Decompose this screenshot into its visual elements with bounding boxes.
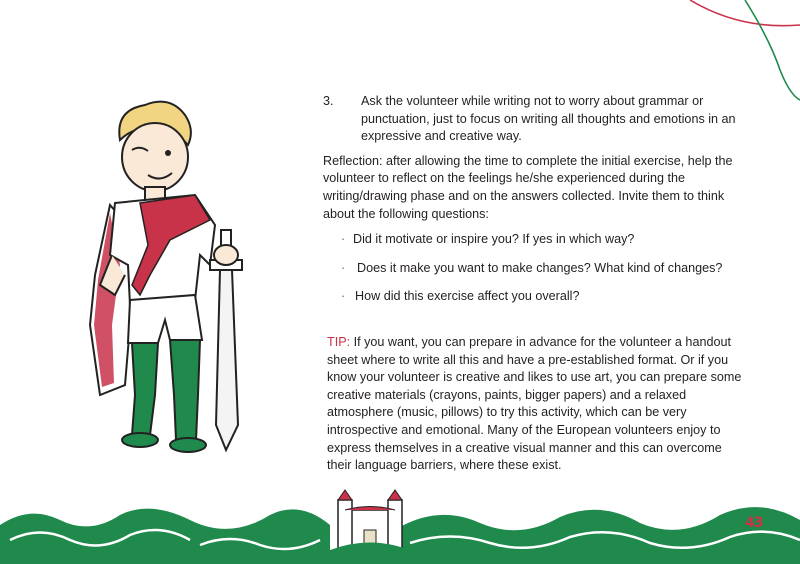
question-list: [323, 231, 743, 306]
bullet-icon: ·: [341, 289, 346, 304]
question-item: [323, 231, 743, 249]
tip-label: TIP:: [327, 334, 351, 349]
question-text: Did it motivate or inspire you? If yes in which way?: [353, 232, 635, 247]
main-text: [323, 93, 743, 487]
question-item: [323, 260, 743, 278]
item-text: Ask the volunteer while writing not to worry about grammar or punctuation, just to focus on writing all thoughts and emotions in an expressive and creative way.: [361, 94, 736, 144]
page-number: 43: [745, 515, 763, 531]
mountain-wave-decoration: [0, 485, 800, 564]
tip-text: If you want, you can prepare in advance for the volunteer a handout sheet where to write all this and have a pre-established format. Or if you know your volunteer is creative and likes to use art, you can prepare some creative materials (crayons, paints, bigger papers) and a relaxed atmosphere (music, pillows) to try this activity, which can be very introspective and emotional. Many of the European volunteers enjoy to express themselves in a creative visual manner and this can overcome their language barriers, where these exist.: [327, 334, 742, 473]
item-number: 3.: [323, 94, 334, 108]
question-text: Does it make you want to make changes? What kind of changes?: [357, 260, 723, 275]
list-item-3: [323, 93, 743, 146]
reflection-paragraph: Reflection: after allowing the time to complete the initial exercise, help the volunteer to reflect on the feelings he/she experienced during the writing/drawing phase and on the answers collected. Invite them to think about the following questions:: [323, 153, 733, 221]
tip-paragraph: [323, 334, 743, 475]
knight-illustration: [70, 95, 270, 460]
bullet-icon: ·: [341, 232, 346, 247]
question-item: [323, 288, 743, 306]
question-text: How did this exercise affect you overall?: [355, 289, 580, 304]
bullet-icon: ·: [341, 260, 346, 275]
